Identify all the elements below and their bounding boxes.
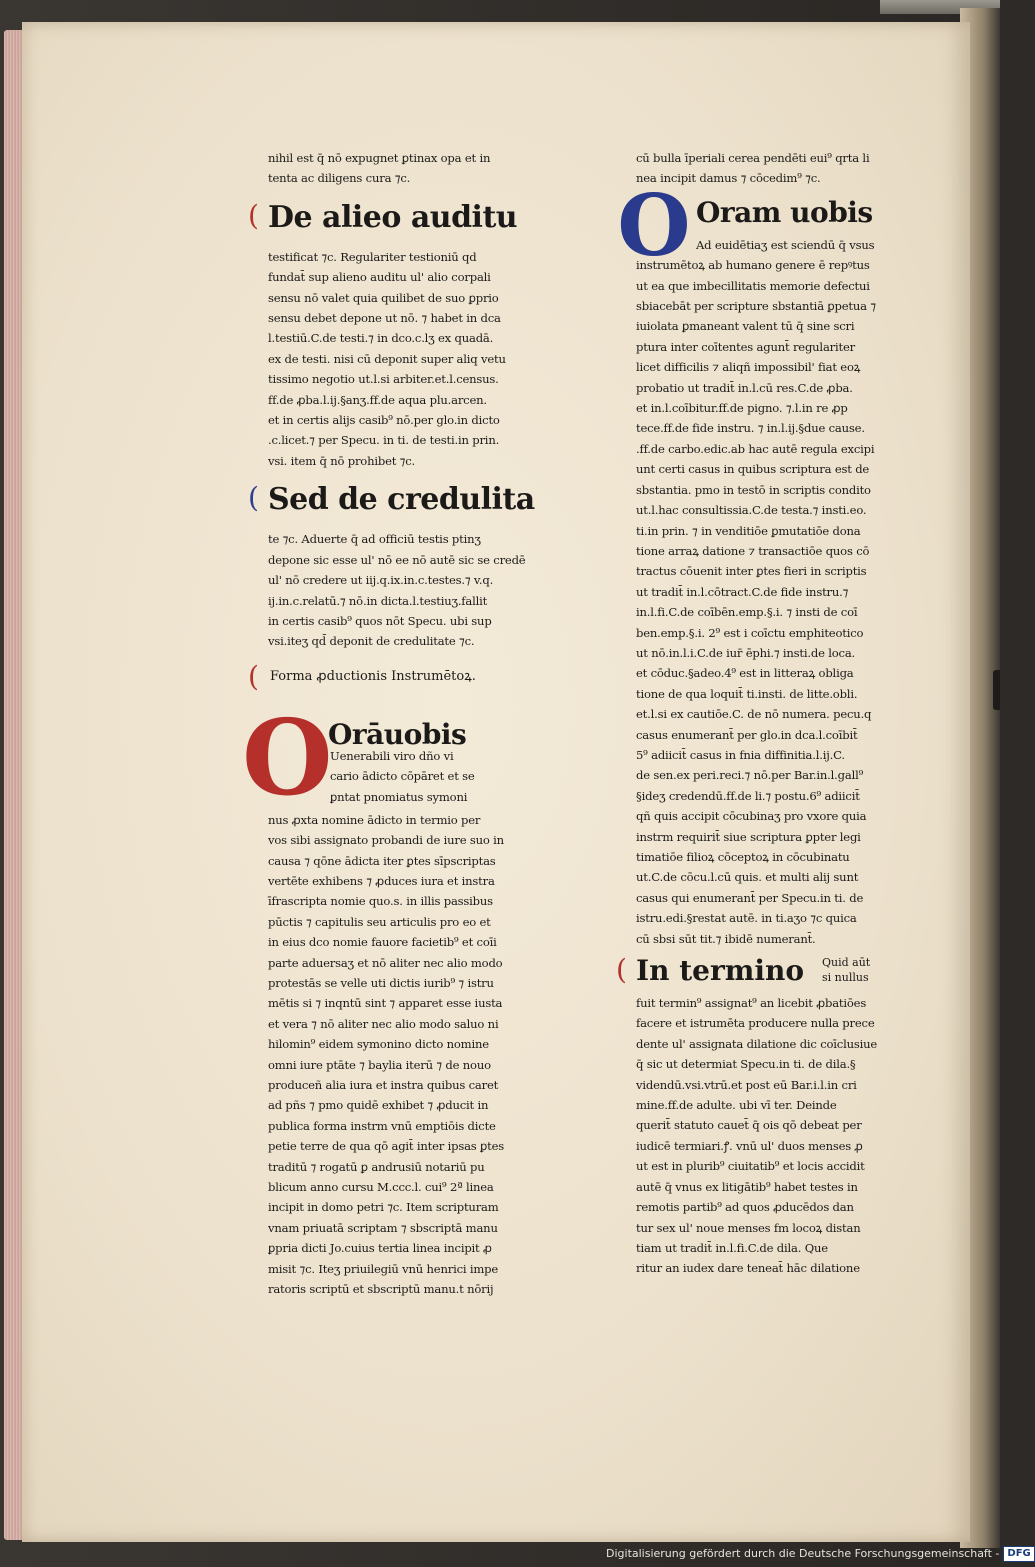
text-line: tissimo negotio ut.l.si arbiter.et.l.census. xyxy=(268,372,499,387)
text-line: tione de qua loquit̄ ti.insti. de litte.obli. xyxy=(636,686,858,701)
text-line: parte aduersaʒ et nō aliter nec alio modo xyxy=(268,955,503,970)
heading-side-text xyxy=(822,955,870,985)
text-line: §ideʒ credendū.ff.de li.⁊ postu.6⁹ adiicit̄ xyxy=(636,788,860,803)
text-line: cū sbsi sūt tit.⁊ ibidē numerant̄. xyxy=(636,931,816,946)
illuminated-initial: O xyxy=(617,175,691,275)
text-line: Uenerabili viro dño vi xyxy=(330,748,454,763)
text-line: causa ⁊ qōne ādicta iter ꝑtes sīpscriptas xyxy=(268,853,496,868)
text-line: fundat̄ sup alieno auditu ul' alio corpali xyxy=(268,270,491,285)
text-line: et in.l.coībitur.ff.de pigno. ⁊.l.in re ꝓp xyxy=(636,401,848,416)
text-line: ij.in.c.relatū.⁊ nō.in dicta.l.testiuʒ.fallit xyxy=(268,593,488,608)
section-body xyxy=(268,529,540,651)
text-line: īfrascripta nomie quo.s. in illis passibus xyxy=(268,894,493,909)
text-line: fuit termin⁹ assignat⁹ an licebit ꝓbatiōes xyxy=(636,996,867,1011)
text-line: tece.ff.de fide instru. ⁊ in.l.ij.§due cause. xyxy=(636,421,865,436)
text-line: vsi. item q̄ nō prohibet ⁊c. xyxy=(268,453,416,468)
text-line: te ⁊c. Aduerte q̄ ad officiū testis ptinʒ xyxy=(268,532,481,547)
text-line: ut.C.de cōcu.l.cū quis. et multi alij sunt xyxy=(636,870,859,885)
text-line: Quid aūt xyxy=(822,956,871,970)
heading-in-termino xyxy=(616,949,906,993)
text-line: l.testiū.C.de testi.⁊ in dco.c.lʒ ex quadā. xyxy=(268,331,494,346)
heading-forma-productionis xyxy=(248,658,540,696)
text-line: pūctis ⁊ capitulis seu articulis pro eo et xyxy=(268,914,491,929)
text-line: ex de testi. nisi cū deponit super aliq vetu xyxy=(268,351,506,366)
text-line: autē q̄ vnus ex litigātib⁹ habet testes in xyxy=(636,1179,858,1194)
text-line: traditū ⁊ rogatū ꝑ andrusiū notariū pu xyxy=(268,1159,485,1174)
text-line: ti.in prin. ⁊ in venditiōe ꝑmutatiōe dona xyxy=(636,523,861,538)
text-line: ꝑntat pnomiatus symoni xyxy=(330,789,468,804)
rubric-red-mark: ( xyxy=(616,953,627,987)
text-line: dente ul' assignata dilatione dic coīclusiue xyxy=(636,1036,878,1051)
section-heading: Orāuobis xyxy=(328,717,467,751)
section-body xyxy=(636,235,906,949)
text-line: incipit in domo petri ⁊c. Item scripturam xyxy=(268,1200,499,1215)
text-line: sensu debet depone ut nō. ⁊ habet in dca xyxy=(268,311,501,326)
illuminated-initial: O xyxy=(242,695,333,819)
text-line: iuiolata ꝑmaneant valent tū q̄ sine scri xyxy=(636,319,855,334)
text-line: et vera ⁊ nō aliter nec alio modo saluo ni xyxy=(268,1016,499,1031)
text-line: ꝑpria dicti Jo.cuius tertia linea incipit ꝓ xyxy=(268,1241,492,1256)
text-line: ut ea que imbecillitatis memorie defectui xyxy=(636,278,870,293)
text-line: in certis casib⁹ quos nōt Specu. ubi sup xyxy=(268,613,492,628)
text-line: in.l.fi.C.de coībēn.emp.§.i. ⁊ insti de coī xyxy=(636,605,858,620)
text-line: cū bulla īperiali cerea pendēti eui⁹ qrta li xyxy=(636,151,870,165)
rubric-blue-mark: ( xyxy=(248,481,259,515)
right-text-column xyxy=(616,148,906,1279)
text-line: ul' nō credere ut iij.q.ix.in.c.testes.⁊ v.q. xyxy=(268,573,494,588)
initial-block-oratio xyxy=(242,695,540,819)
text-line: iudicē termiari.ꝭ. vnū ul' duos menses ꝓ xyxy=(636,1138,863,1153)
dfg-logo: DFG xyxy=(1003,1546,1034,1562)
text-line: protestās se velle uti dictis iurib⁹ ⁊ istru xyxy=(268,975,494,990)
section-body xyxy=(268,247,540,471)
text-line: querit̄ statuto cauet̄ q̄ ois qō debeat per xyxy=(636,1118,862,1133)
text-line: produceñ alia iura et instra quibus caret xyxy=(268,1078,499,1092)
text-line: tenta ac diligens cura ⁊c. xyxy=(268,171,411,186)
text-line: sbiacebāt per scripture sbstantiā ꝑpetua ⁊ xyxy=(636,299,876,314)
text-line: ad pñs ⁊ pmo quidē exhibet ⁊ ꝓducit in xyxy=(268,1098,489,1113)
text-line: mētis si ⁊ inqntū sint ⁊ apparet esse iusta xyxy=(268,996,503,1011)
text-line: vertēte exhibens ⁊ ꝓduces iura et instra xyxy=(268,873,495,888)
text-line: ritur an iudex dare teneat̄ hāc dilatione xyxy=(636,1261,860,1276)
section-heading: Oram uobis xyxy=(696,195,873,229)
text-line: timatiōe filioꝝ cōceptoꝝ in cōcubinatu xyxy=(636,850,850,864)
text-line: ut nō.in.l.i.C.de iur̄ ēphi.⁊ insti.de loca. xyxy=(636,645,856,660)
left-text-column xyxy=(242,148,540,1299)
text-line: unt certi casus in quibus scriptura est de xyxy=(636,462,870,477)
section-heading: Sed de credulita xyxy=(268,482,535,518)
text-line: et cōduc.§adeo.4⁹ est in litteraꝝ obliga xyxy=(636,666,854,681)
text-line: de sen.ex peri.reci.⁊ nō.per Bar.in.l.gall⁹ xyxy=(636,768,864,783)
text-line: ut tradit̄ in.l.cōtract.C.de fide instru.⁊ xyxy=(636,584,849,599)
text-line: facere et istrumēta producere nulla prece xyxy=(636,1016,875,1031)
section-body xyxy=(268,810,540,1300)
rubric-red-mark: ( xyxy=(248,198,259,232)
text-line: mine.ff.de adulte. ubi vī ter. Deinde xyxy=(636,1098,837,1113)
text-line: Ad euidētiaʒ est sciendū q̄ vsus xyxy=(696,237,875,252)
text-line: vos sibi assignato probandi de iure suo in xyxy=(268,833,504,848)
text-line: ptura inter coītentes agunt̄ regulariter xyxy=(636,339,855,354)
text-line: cario ādicto cōpāret et se xyxy=(330,769,475,784)
text-line: remotis partib⁹ ad quos ꝓducēdos dan xyxy=(636,1200,854,1215)
text-line: tractus cōuenit inter ꝑtes fieri in scriptis xyxy=(636,564,867,579)
text-line: ratoris scriptū et sbscriptū manu.t nōrij xyxy=(268,1282,494,1297)
text-line: qñ quis accipit cōcubinaʒ pro vxore quia xyxy=(636,809,867,824)
text-line: et.l.si ex cautiōe.C. de nō numera. pecu.q xyxy=(636,707,872,722)
text-line: istru.edi.§restat autē. in ti.aʒo ⁊c quica xyxy=(636,911,857,926)
heading-de-alieno-auditu xyxy=(248,189,540,247)
text-line: omni iure ptāte ⁊ baylia iterū ⁊ de nouo xyxy=(268,1057,491,1072)
text-line: 5⁹ adiicit̄ casus in fnia diffinitia.l.ij.C. xyxy=(636,747,845,762)
text-line: vsi.iteʒ qd̄ deponit de credulitate ⁊c. xyxy=(268,634,475,649)
text-line: sbstantia. pmo in testō in scriptis condito xyxy=(636,482,871,497)
text-line: misit ⁊c. Iteʒ priuilegiū vnū henrici impe xyxy=(268,1261,499,1276)
sub-heading: Forma ꝓductionis Instrumētoꝝ. xyxy=(270,668,476,684)
text-line: hilomin⁹ eidem symonino dicto nomine xyxy=(268,1037,489,1052)
text-line: instrm requirit̄ siue scriptura ꝑpter legi xyxy=(636,829,861,844)
text-line: casus qui enumerant̄ per Specu.in ti. de xyxy=(636,890,864,905)
text-line: licet difficilis ⁊ aliqñ impossibil' fiat eoꝝ xyxy=(636,360,861,375)
text-line: ut.l.hac consultissia.C.de testa.⁊ insti.eo. xyxy=(636,503,867,518)
section-body xyxy=(636,993,906,1279)
text-line: probatio ut tradit̄ in.l.cū res.C.de ꝓba. xyxy=(636,380,853,395)
left-top-lines xyxy=(268,148,540,189)
text-line: ff.de ꝓba.l.ij.§anʒ.ff.de aqua plu.arcen. xyxy=(268,392,487,407)
text-line: vnam priuatā scriptam ⁊ sbscriptā manu xyxy=(268,1220,498,1235)
credit-text: Digitalisierung gefördert durch die Deutsche Forschungsgemeinschaft - xyxy=(606,1547,1000,1560)
text-line: casus enumerant̄ per glo.in dca.l.coībit̄ xyxy=(636,727,858,742)
text-line: .ff.de carbo.edic.ab hac autē regula excipi xyxy=(636,441,875,456)
text-line: tione arraꝝ datione ⁊ transactiōe quos cō xyxy=(636,543,870,558)
text-line: et in certis alijs casib⁹ nō.per glo.in dicto xyxy=(268,413,500,428)
text-line: depone sic esse ul' nō ee nō autē sic se credē xyxy=(268,552,526,567)
text-line: .c.licet.⁊ per Specu. in ti. de testi.in prin. xyxy=(268,433,500,448)
text-line: si nullus xyxy=(822,971,869,985)
text-line: sensu nō valet quia quilibet de suo ꝑprio xyxy=(268,290,499,305)
text-line: tiam ut tradit̄ in.l.fi.C.de dila. Que xyxy=(636,1240,828,1255)
rubric-red-mark: ( xyxy=(248,659,259,693)
heading-sed-de-credulitate xyxy=(248,471,540,529)
text-line: in eius dco nomie fauore facietib⁹ et coīi xyxy=(268,935,497,950)
text-line: blicum anno cursu M.ccc.l. cui⁹ 2ª linea xyxy=(268,1180,494,1195)
text-line: testificat ⁊c. Regulariter testioniū qd xyxy=(268,249,477,264)
text-line: videndū.vsi.vtrū.et post eū Bar.i.l.in cri xyxy=(636,1077,857,1092)
text-line: nihil est q̄ nō expugnet ꝑtinax opa et in xyxy=(268,151,491,165)
section-heading: In termino xyxy=(636,954,804,988)
digitization-credit xyxy=(606,1544,1031,1564)
text-line: instrumētoꝝ ab humano genere ē repꝰtus xyxy=(636,258,870,273)
section-heading: De alieo auditu xyxy=(268,199,518,235)
text-line: q̄ sic ut determiat Specu.in ti. de dila.§ xyxy=(636,1057,856,1072)
text-line: nea incipit damus ⁊ cōcedim⁹ ⁊c. xyxy=(636,171,821,186)
text-line: ut est in plurib⁹ ciuitatib⁹ et locis accidit xyxy=(636,1159,865,1174)
initial-side-text xyxy=(330,746,542,807)
text-line: nus ꝓxta nomine ādicto in termio per xyxy=(268,812,481,827)
text-line: petie terre de qua qō agit̄ inter ipsas ꝑtes xyxy=(268,1139,505,1154)
page-clip xyxy=(993,670,1000,710)
text-line: ben.emp.§.i. 2⁹ est i coīctu emphiteotico xyxy=(636,625,864,640)
text-line: tur sex ul' noue menses fm locoꝝ distan xyxy=(636,1220,861,1235)
text-line: publica forma instrm vnū emptiōis dicte xyxy=(268,1118,496,1133)
